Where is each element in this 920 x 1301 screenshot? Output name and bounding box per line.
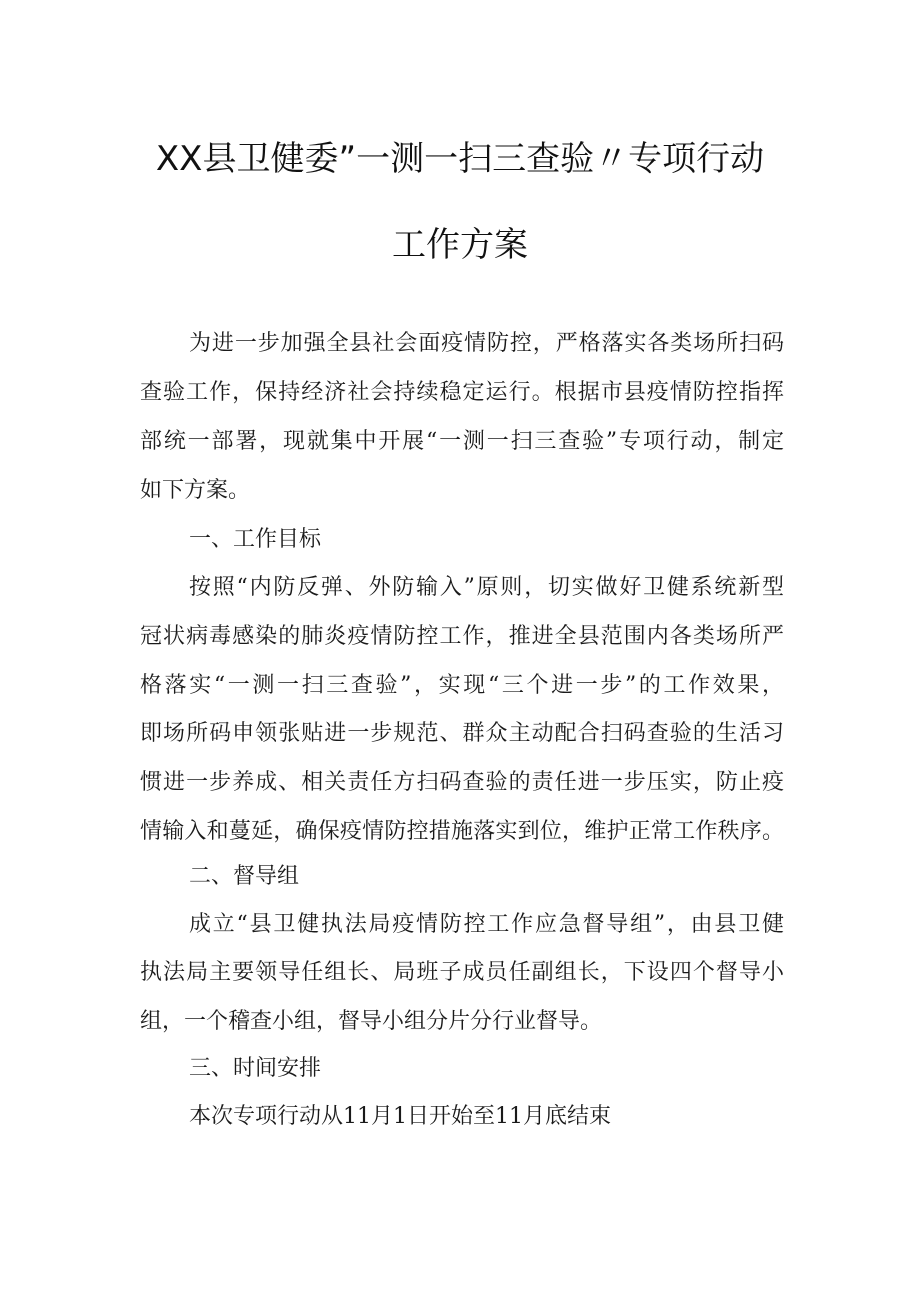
intro-line: 如下方案。 (140, 478, 251, 503)
section-2-line: 成立“县卫健执法局疫情防控工作应急督导组”，由县卫健 (189, 912, 784, 937)
document-title-line-1: XX县卫健委”一测一扫三查验〃专项行动 (155, 139, 765, 179)
section-3-line: 本次专项行动从11月1日开始至11月底结束 (189, 1104, 611, 1129)
section-1-heading: 一、工作目标 (189, 527, 322, 552)
section-2-line: 组，一个稽查小组，督导小组分片分行业督导。 (140, 1009, 603, 1034)
section-1-line: 按照“内防反弹、外防输入”原则，切实做好卫健系统新型 (189, 575, 784, 600)
section-2-line: 执法局主要领导任组长、局班子成员任副组长，下设四个督导小 (140, 960, 784, 985)
section-1-line: 格落实“一测一扫三查验”，实现“三个进一步”的工作效果， (140, 673, 784, 698)
section-3-heading: 三、时间安排 (189, 1056, 322, 1081)
document-title-line-2: 工作方案 (392, 225, 528, 265)
section-2-heading: 二、督导组 (189, 864, 300, 889)
section-1-line: 惯进一步养成、相关责任方扫码查验的责任进一步压实，防止疫 (140, 770, 784, 795)
section-1-line: 情输入和蔓延，确保疫情防控措施落实到位，维护正常工作秩序。 (140, 819, 784, 844)
intro-line: 部统一部署，现就集中开展“一测一扫三查验”专项行动，制定 (140, 429, 784, 454)
intro-line: 查验工作，保持经济社会持续稳定运行。根据市县疫情防控指挥 (140, 380, 784, 405)
section-1-line: 冠状病毒感染的肺炎疫情防控工作，推进全县范围内各类场所严 (140, 624, 784, 649)
section-1-line: 即场所码申领张贴进一步规范、群众主动配合扫码查验的生活习 (140, 721, 784, 746)
intro-line: 为进一步加强全县社会面疫情防控，严格落实各类场所扫码 (189, 331, 784, 356)
